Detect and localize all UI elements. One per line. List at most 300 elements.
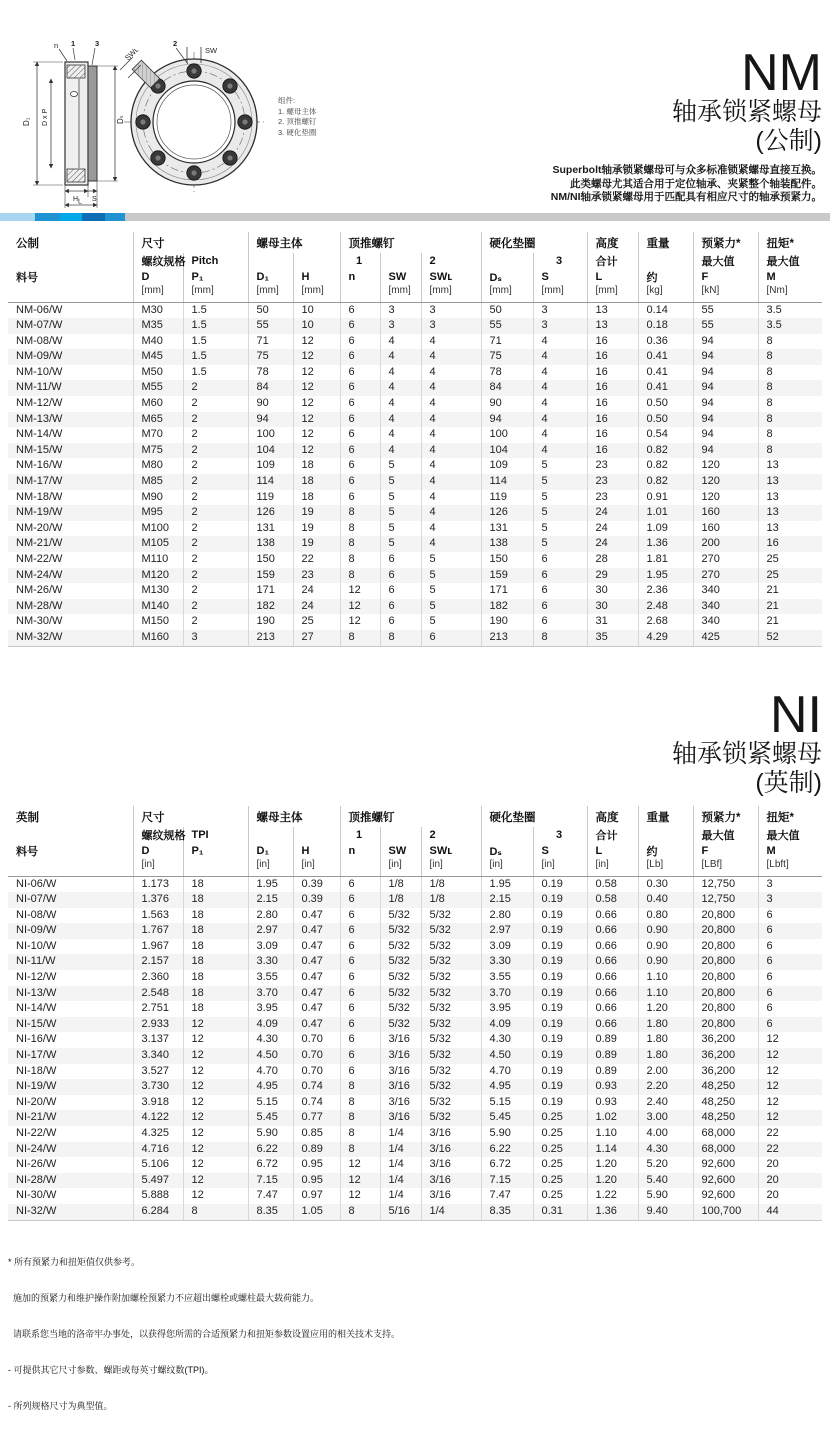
part-number-cell: NI-08/W — [16, 908, 57, 921]
value-cell: 7.47 — [481, 1188, 533, 1204]
value-cell: 19 — [293, 536, 340, 552]
value-cell: 120 — [693, 458, 758, 474]
column-unit-header: [mm] — [481, 285, 533, 302]
value-cell: 6 — [758, 923, 822, 939]
value-cell: 1/4 — [380, 1173, 421, 1189]
value-cell: 18 — [183, 876, 248, 892]
value-cell: 18 — [183, 986, 248, 1002]
value-cell: 5.497 — [133, 1173, 183, 1189]
value-cell: 25 — [293, 614, 340, 630]
dim-label-dxp: D x P — [42, 108, 49, 126]
value-cell: 119 — [481, 490, 533, 506]
value-cell: 19 — [293, 521, 340, 537]
footnote-line: 请联系您当地的洛帝牢办事处，以获得您所需的合适预紧力和扭矩参数设置应用的相关技术支持。 — [8, 1329, 401, 1339]
table-row — [8, 380, 822, 396]
value-cell: 4.30 — [248, 1032, 293, 1048]
table-row — [8, 1157, 822, 1173]
value-cell: 8 — [340, 1126, 380, 1142]
value-cell: 1.81 — [638, 552, 693, 568]
value-cell: 29 — [587, 568, 638, 584]
value-cell: 12 — [183, 1110, 248, 1126]
value-cell: 4.325 — [133, 1126, 183, 1142]
value-cell: 94 — [481, 412, 533, 428]
value-cell: 1.02 — [587, 1110, 638, 1126]
value-cell: 182 — [248, 599, 293, 615]
value-cell: 24 — [293, 583, 340, 599]
value-cell: 36,200 — [693, 1064, 758, 1080]
value-cell: 4 — [421, 365, 481, 381]
footnote-line: - 所列规格尺寸为典型值。 — [8, 1401, 113, 1411]
table-row — [8, 1173, 822, 1189]
value-cell: 12 — [183, 1173, 248, 1189]
part-number-cell: NI-21/W — [8, 1110, 133, 1126]
value-cell: 0.47 — [293, 1017, 340, 1033]
value-cell: 13 — [758, 458, 822, 474]
value-cell: 2 — [183, 490, 248, 506]
dim-label-swl: SWʟ — [123, 45, 141, 63]
value-cell: 20,800 — [693, 970, 758, 986]
value-cell: 6 — [340, 443, 380, 459]
column-symbol-header: M — [758, 843, 822, 859]
value-cell: 9.40 — [638, 1204, 693, 1220]
value-cell: 35 — [587, 630, 638, 646]
value-cell: 20 — [758, 1157, 822, 1173]
value-cell: 104 — [481, 443, 533, 459]
value-cell: 2 — [183, 427, 248, 443]
value-cell: 18 — [183, 892, 248, 908]
value-cell: 3.5 — [758, 302, 822, 318]
value-cell: 5 — [533, 536, 587, 552]
value-cell: M40 — [133, 334, 183, 350]
value-cell: 22 — [758, 1126, 822, 1142]
value-cell: 6 — [340, 986, 380, 1002]
value-cell: 4.30 — [638, 1142, 693, 1158]
value-cell: 6 — [340, 970, 380, 986]
value-cell: 0.47 — [293, 923, 340, 939]
table-row — [8, 630, 822, 646]
value-cell: 12 — [758, 1110, 822, 1126]
column-unit-header: [in] — [380, 859, 421, 876]
value-cell: M110 — [133, 552, 183, 568]
value-cell: 20,800 — [693, 954, 758, 970]
value-cell: 18 — [183, 954, 248, 970]
value-cell: 182 — [481, 599, 533, 615]
value-cell: 2.548 — [133, 986, 183, 1002]
value-cell: 0.95 — [293, 1157, 340, 1173]
column-group-header: 尺寸 — [133, 232, 248, 253]
part-number-cell: NI-07/W — [8, 892, 133, 908]
column-unit-header: [mm] — [133, 285, 183, 302]
value-cell: 126 — [481, 505, 533, 521]
value-cell: 0.41 — [638, 349, 693, 365]
table-row — [8, 349, 822, 365]
table-row — [8, 552, 822, 568]
value-cell: 159 — [248, 568, 293, 584]
value-cell: 0.54 — [638, 427, 693, 443]
part-number-cell: NI-15/W — [8, 1017, 133, 1033]
column-sub-header: 3 — [533, 253, 587, 269]
part-number-cell: NI-32/W — [8, 1204, 133, 1220]
value-cell: 6 — [380, 583, 421, 599]
footnote-line: 施加的预紧力和维护操作附加螺栓预紧力不应超出螺栓或螺柱最大载荷能力。 — [8, 1293, 320, 1303]
value-cell: 3/16 — [380, 1110, 421, 1126]
column-sub-header — [481, 253, 533, 269]
value-cell: 6 — [421, 630, 481, 646]
value-cell: 5.45 — [248, 1110, 293, 1126]
value-cell: 3.527 — [133, 1064, 183, 1080]
value-cell: 0.50 — [638, 412, 693, 428]
value-cell: 340 — [693, 583, 758, 599]
value-cell: 3/16 — [380, 1032, 421, 1048]
value-cell: 18 — [293, 458, 340, 474]
value-cell: 12 — [183, 1079, 248, 1095]
value-cell: 71 — [248, 334, 293, 350]
column-unit-header: [in] — [248, 859, 293, 876]
value-cell: 20,800 — [693, 939, 758, 955]
value-cell: 6.22 — [481, 1142, 533, 1158]
column-sub-header: Pitch — [183, 253, 248, 269]
part-number-cell: NI-11/W — [8, 954, 133, 970]
value-cell: 6 — [758, 939, 822, 955]
value-cell: 0.66 — [587, 986, 638, 1002]
column-symbol-header: F — [693, 843, 758, 859]
value-cell: 5 — [380, 474, 421, 490]
value-cell: 5 — [380, 458, 421, 474]
callout-item1: 1 — [71, 39, 76, 48]
value-cell: M55 — [133, 380, 183, 396]
value-cell: 8 — [340, 536, 380, 552]
value-cell: 4 — [380, 349, 421, 365]
part-number-cell: NI-26/W — [16, 1158, 57, 1171]
value-cell: 94 — [693, 365, 758, 381]
nm-description-line: Superbolt轴承锁紧螺母可与众多标准锁紧螺母直接互换。 — [552, 164, 822, 176]
value-cell: 12 — [293, 412, 340, 428]
column-sub-header: 螺纹规格 — [133, 827, 183, 843]
part-number-cell: NM-28/W — [8, 599, 133, 615]
table-row — [8, 1064, 822, 1080]
value-cell: 6 — [758, 970, 822, 986]
column-symbol-header: D — [133, 843, 183, 859]
part-number-cell: NI-24/W — [8, 1142, 133, 1158]
table-row — [8, 302, 822, 318]
value-cell: 8 — [758, 427, 822, 443]
value-cell: 340 — [693, 599, 758, 615]
value-cell: 8 — [340, 1110, 380, 1126]
value-cell: 1/4 — [380, 1142, 421, 1158]
front-view — [120, 39, 264, 192]
value-cell: 36,200 — [693, 1032, 758, 1048]
value-cell: 3.30 — [481, 954, 533, 970]
column-unit-header: [mm] — [293, 285, 340, 302]
part-number-cell: NM-14/W — [16, 428, 63, 441]
value-cell: 0.19 — [533, 1064, 587, 1080]
value-cell: 5/32 — [380, 939, 421, 955]
value-cell: M50 — [133, 365, 183, 381]
value-cell: 0.19 — [533, 954, 587, 970]
value-cell: 120 — [693, 474, 758, 490]
value-cell: 12 — [758, 1032, 822, 1048]
column-symbol-header: S — [533, 843, 587, 859]
column-symbol-header: D₁ — [248, 269, 293, 285]
part-number-cell: NI-19/W — [8, 1079, 133, 1095]
value-cell: 4.95 — [481, 1079, 533, 1095]
column-unit-header: [kN] — [693, 285, 758, 302]
column-unit-header — [8, 859, 133, 876]
part-number-cell: NI-13/W — [8, 986, 133, 1002]
value-cell: M75 — [133, 443, 183, 459]
value-cell: 1.05 — [293, 1204, 340, 1220]
column-symbol-header: 料号 — [16, 846, 38, 858]
value-cell: 160 — [693, 521, 758, 537]
value-cell: 1.80 — [638, 1032, 693, 1048]
value-cell: 3 — [421, 302, 481, 318]
value-cell: 20,800 — [693, 1017, 758, 1033]
value-cell: 131 — [248, 521, 293, 537]
component-legend-item: 3. 硬化垫圈 — [278, 127, 317, 137]
value-cell: 23 — [587, 458, 638, 474]
value-cell: 8 — [340, 1204, 380, 1220]
value-cell: 12 — [758, 1095, 822, 1111]
column-unit-header: [Lb] — [638, 859, 693, 876]
value-cell: 18 — [183, 1001, 248, 1017]
value-cell: 0.89 — [587, 1032, 638, 1048]
value-cell: 3 — [533, 302, 587, 318]
value-cell: 3.70 — [481, 986, 533, 1002]
value-cell: 1.10 — [638, 970, 693, 986]
value-cell: 12 — [183, 1064, 248, 1080]
table-row — [8, 1017, 822, 1033]
value-cell: 0.31 — [533, 1204, 587, 1220]
value-cell: 6 — [340, 1064, 380, 1080]
column-unit-header — [183, 859, 248, 876]
value-cell: 6 — [340, 334, 380, 350]
table-row — [8, 1142, 822, 1158]
column-group-header: 扭矩* — [758, 232, 822, 253]
column-sub-header — [293, 827, 340, 843]
value-cell: 5 — [421, 568, 481, 584]
column-symbol-header: SWʟ — [421, 269, 481, 285]
value-cell: 94 — [693, 427, 758, 443]
column-unit-header: [in] — [481, 859, 533, 876]
value-cell: 8 — [758, 349, 822, 365]
value-cell: 0.66 — [587, 970, 638, 986]
column-sub-header: 最大值 — [758, 253, 822, 269]
value-cell: 25 — [758, 552, 822, 568]
value-cell: 5 — [380, 536, 421, 552]
value-cell: 3.137 — [133, 1032, 183, 1048]
value-cell: 5 — [533, 458, 587, 474]
value-cell: 21 — [758, 583, 822, 599]
table-row — [8, 614, 822, 630]
value-cell: 0.19 — [533, 939, 587, 955]
value-cell: M85 — [133, 474, 183, 490]
table-row — [8, 892, 822, 908]
value-cell: M150 — [133, 614, 183, 630]
value-cell: 6 — [340, 1001, 380, 1017]
value-cell: 18 — [183, 923, 248, 939]
value-cell: 8.35 — [481, 1204, 533, 1220]
value-cell: 5/32 — [421, 908, 481, 924]
value-cell: 78 — [248, 365, 293, 381]
column-sub-header: 螺纹规格 — [133, 253, 183, 269]
value-cell: 0.70 — [293, 1048, 340, 1064]
table-row — [8, 986, 822, 1002]
column-symbol-header: P₁ — [183, 269, 248, 285]
value-cell: 20,800 — [693, 908, 758, 924]
value-cell: 4 — [421, 443, 481, 459]
value-cell: 2 — [183, 396, 248, 412]
value-cell: 24 — [587, 505, 638, 521]
value-cell: 6 — [340, 412, 380, 428]
value-cell: 10 — [293, 302, 340, 318]
value-cell: 8 — [758, 412, 822, 428]
value-cell: 138 — [248, 536, 293, 552]
table-row — [8, 583, 822, 599]
value-cell: 6 — [340, 458, 380, 474]
value-cell: 3.5 — [758, 318, 822, 334]
value-cell: 1.10 — [638, 986, 693, 1002]
column-sub-header: 3 — [533, 827, 587, 843]
value-cell: 36,200 — [693, 1048, 758, 1064]
value-cell: 1.563 — [133, 908, 183, 924]
value-cell: 6.72 — [481, 1157, 533, 1173]
value-cell: 6 — [340, 923, 380, 939]
value-cell: 6 — [340, 302, 380, 318]
value-cell: 1.01 — [638, 505, 693, 521]
value-cell: 0.82 — [638, 474, 693, 490]
value-cell: 0.50 — [638, 396, 693, 412]
value-cell: 119 — [248, 490, 293, 506]
value-cell: 190 — [248, 614, 293, 630]
value-cell: 2.157 — [133, 954, 183, 970]
value-cell: 2 — [183, 599, 248, 615]
nm-product-subtitle: 轴承锁紧螺母 — [671, 98, 822, 126]
column-sub-header — [293, 253, 340, 269]
value-cell: 1.767 — [133, 923, 183, 939]
value-cell: 0.47 — [293, 1001, 340, 1017]
table-row — [8, 908, 822, 924]
column-symbol-header: Dₛ — [481, 843, 533, 859]
value-cell: 92,600 — [693, 1173, 758, 1189]
value-cell: 0.74 — [293, 1079, 340, 1095]
value-cell: 1.173 — [133, 876, 183, 892]
value-cell: 4 — [380, 396, 421, 412]
part-number-cell: NM-30/W — [16, 615, 63, 628]
value-cell: 2.80 — [481, 908, 533, 924]
value-cell: 0.58 — [587, 892, 638, 908]
value-cell: 94 — [693, 396, 758, 412]
value-cell: 75 — [481, 349, 533, 365]
table-row — [8, 334, 822, 350]
value-cell: 8 — [758, 380, 822, 396]
value-cell: 48,250 — [693, 1079, 758, 1095]
column-group-header: 重量 — [638, 232, 693, 253]
value-cell: 55 — [693, 302, 758, 318]
value-cell: 6 — [380, 599, 421, 615]
column-unit-header: [mm] — [533, 285, 587, 302]
value-cell: 5 — [421, 583, 481, 599]
value-cell: 94 — [248, 412, 293, 428]
value-cell: 13 — [587, 318, 638, 334]
value-cell: 0.82 — [638, 458, 693, 474]
value-cell: 200 — [693, 536, 758, 552]
value-cell: 4 — [421, 490, 481, 506]
value-cell: 12 — [340, 614, 380, 630]
value-cell: 12 — [183, 1032, 248, 1048]
value-cell: 5.90 — [638, 1188, 693, 1204]
part-number-cell: NM-24/W — [8, 568, 133, 584]
value-cell: 13 — [758, 505, 822, 521]
value-cell: 68,000 — [693, 1126, 758, 1142]
value-cell: 5/32 — [421, 1079, 481, 1095]
value-cell: 0.19 — [533, 1017, 587, 1033]
value-cell: 5/32 — [421, 923, 481, 939]
value-cell: 8 — [380, 630, 421, 646]
value-cell: 16 — [587, 443, 638, 459]
value-cell: 6 — [340, 474, 380, 490]
value-cell: 50 — [481, 302, 533, 318]
value-cell: 12 — [340, 1157, 380, 1173]
column-symbol-header: SW — [380, 269, 421, 285]
table-row — [8, 490, 822, 506]
value-cell: 90 — [481, 396, 533, 412]
column-unit-header: [Lbft] — [758, 859, 822, 876]
column-sub-header: TPI — [183, 827, 248, 843]
column-sub-header — [8, 827, 133, 843]
table-row — [8, 521, 822, 537]
part-number-cell: NM-18/W — [16, 490, 63, 503]
part-number-cell: NI-30/W — [16, 1189, 57, 1202]
value-cell: 6 — [340, 954, 380, 970]
column-symbol-header: D₁ — [248, 843, 293, 859]
value-cell: 5.15 — [248, 1095, 293, 1111]
value-cell: 3/16 — [421, 1188, 481, 1204]
value-cell: 5/32 — [421, 1110, 481, 1126]
value-cell: M70 — [133, 427, 183, 443]
value-cell: 12 — [758, 1079, 822, 1095]
value-cell: M100 — [133, 521, 183, 537]
column-group-header: 重量 — [638, 806, 693, 827]
value-cell: 20 — [758, 1188, 822, 1204]
value-cell: 13 — [758, 521, 822, 537]
value-cell: 1.5 — [183, 349, 248, 365]
column-sub-header — [380, 827, 421, 843]
value-cell: 4.50 — [248, 1048, 293, 1064]
value-cell: 4 — [421, 396, 481, 412]
color-bar-segment — [35, 213, 60, 221]
value-cell: 114 — [248, 474, 293, 490]
value-cell: 16 — [587, 396, 638, 412]
value-cell: 4 — [380, 365, 421, 381]
value-cell: 6 — [380, 552, 421, 568]
table-row — [8, 427, 822, 443]
column-unit-header: [kg] — [638, 285, 693, 302]
column-sub-header — [248, 827, 293, 843]
value-cell: 0.14 — [638, 302, 693, 318]
value-cell: 104 — [248, 443, 293, 459]
nm-description-line: 此类螺母尤其适合用于定位轴承、夹紧整个轴装配件。 — [570, 177, 822, 190]
value-cell: 1.14 — [587, 1142, 638, 1158]
value-cell: 4 — [421, 521, 481, 537]
value-cell: 8 — [340, 1079, 380, 1095]
column-unit-header: [in] — [293, 859, 340, 876]
value-cell: M65 — [133, 412, 183, 428]
value-cell: 0.47 — [293, 970, 340, 986]
column-sub-header — [8, 253, 133, 269]
value-cell: 1.5 — [183, 318, 248, 334]
value-cell: 0.25 — [533, 1157, 587, 1173]
column-sub-header — [248, 253, 293, 269]
